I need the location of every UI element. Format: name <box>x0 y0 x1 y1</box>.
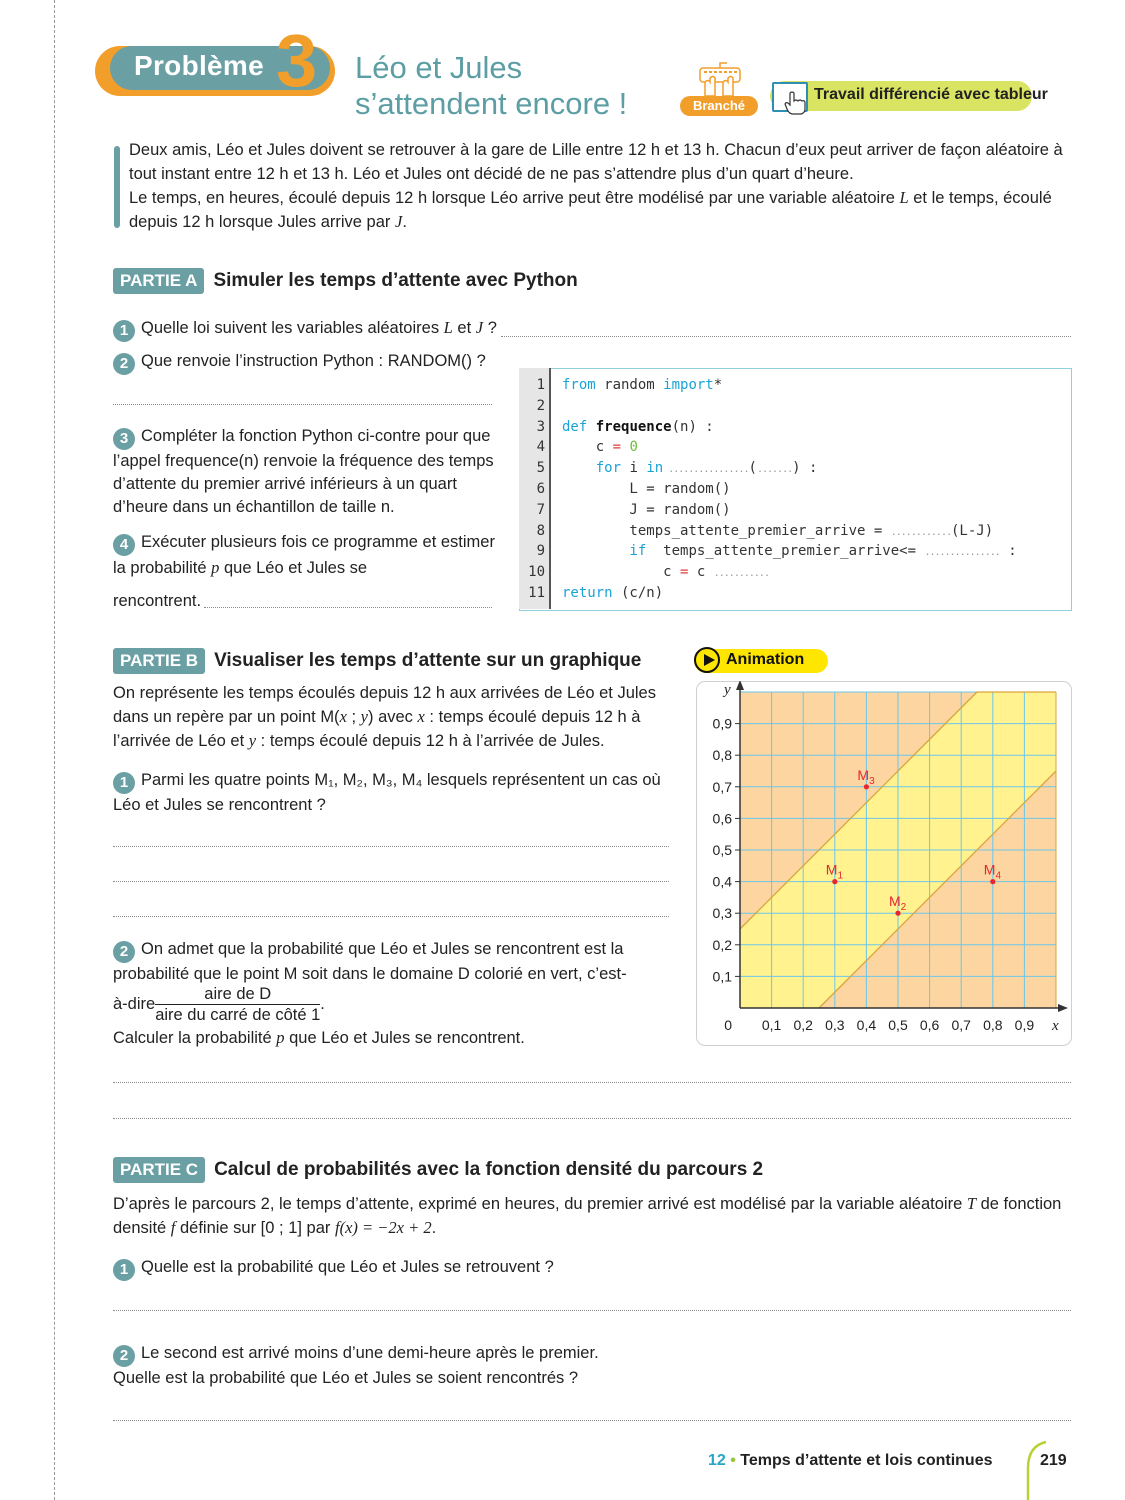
partie-b-intro <box>113 682 673 753</box>
code-keyword: for <box>562 460 622 477</box>
point-label-subscript: 4 <box>995 870 1002 882</box>
code-line <box>519 583 664 604</box>
variable-L: L <box>899 188 909 207</box>
variable-y: y <box>248 731 257 750</box>
x-axis-arrow <box>1058 1004 1068 1012</box>
origin-label: 0 <box>724 1017 732 1033</box>
y-tick-label: 0,4 <box>712 873 732 890</box>
partie-a-question-4-end <box>113 590 492 613</box>
question-number-badge: 2 <box>113 353 135 375</box>
intro-text-span: de fonction densité <box>113 1195 1062 1237</box>
area-fraction <box>155 984 320 1025</box>
code-text: temps_attente_premier_arrive<= <box>646 543 925 560</box>
question-number-badge: 2 <box>113 1345 135 1367</box>
intro-text-span: et le temps, écoulé depuis 12 h lorsque Jules arrive par <box>129 189 1052 231</box>
question-number-badge: 4 <box>113 534 135 556</box>
x-tick-label: 0,2 <box>793 1017 813 1033</box>
intro-accent-bar <box>114 146 120 228</box>
point-label-subscript: 1 <box>837 870 844 882</box>
x-tick-label: 0,9 <box>1014 1017 1035 1033</box>
line-number: 3 <box>536 418 545 435</box>
page-corner-curve <box>1024 1440 1064 1500</box>
answer-line[interactable] <box>113 846 669 847</box>
intro-text-span: ; <box>346 708 361 726</box>
y-tick-label: 0,2 <box>712 936 732 953</box>
code-text: ( <box>748 460 757 477</box>
play-icon <box>702 653 716 667</box>
tableur-label: Travail différencié avec tableur <box>814 86 1048 103</box>
answer-line[interactable] <box>204 607 492 608</box>
line-number: 4 <box>536 439 545 456</box>
question-text: On admet que la probabilité que Léo et Jules se rencontrent est la probabilité que le point M soit dans le domaine D colorié en vert, c’est- <box>113 940 627 983</box>
x-axis-label: x <box>1052 1018 1059 1034</box>
partie-a-title: Simuler les temps d’attente avec Python <box>213 270 578 291</box>
intro-text-span: . <box>431 1219 437 1237</box>
line-number: 1 <box>536 377 545 393</box>
question-text: à-dire <box>113 995 156 1013</box>
point-label-subscript: 2 <box>900 902 907 914</box>
partie-b-question-2-fraction <box>113 984 325 1025</box>
page-title <box>355 50 627 122</box>
code-text: L = random() <box>562 480 731 497</box>
density-formula: f(x) = −2x + 2 <box>334 1218 432 1237</box>
code-line <box>519 417 714 438</box>
intro-paragraph-2 <box>129 186 1069 234</box>
answer-line[interactable] <box>501 336 1071 337</box>
probleme-number: 3 <box>276 19 318 102</box>
y-tick-label: 0,7 <box>712 778 732 795</box>
code-keyword: if <box>562 543 647 560</box>
code-text: ) : <box>792 460 818 477</box>
variable-J: J <box>475 318 484 337</box>
code-text: temps_attente_premier_arrive = <box>562 522 891 539</box>
answer-line[interactable] <box>113 1420 1071 1421</box>
partie-b-question-2-end <box>113 1026 525 1050</box>
answer-line[interactable] <box>113 1310 1071 1311</box>
code-blank[interactable]: ........... <box>713 568 769 580</box>
y-tick-label: 0,3 <box>712 905 732 922</box>
code-blank[interactable]: ............... <box>924 547 1000 559</box>
variable-J: J <box>394 212 403 231</box>
variable-x: x <box>339 707 347 726</box>
page-margin-line <box>54 0 55 1500</box>
y-tick-label: 0,9 <box>712 715 732 732</box>
y-axis-arrow <box>736 681 744 690</box>
question-text: Quelle est la probabilité que Léo et Jules se soient rencontrés ? <box>113 1369 579 1387</box>
code-text: i <box>621 460 647 477</box>
x-tick-label: 0,4 <box>856 1017 877 1033</box>
variable-f: f <box>170 1218 176 1237</box>
point-label-M3: $M_3$ <box>857 766 875 787</box>
footer-chapter <box>708 1452 992 1470</box>
partie-a-header <box>113 268 578 294</box>
code-keyword: return <box>562 584 613 601</box>
x-tick-label: 0,6 <box>919 1017 940 1033</box>
code-line <box>519 458 818 479</box>
partie-b-question-2 <box>113 938 675 986</box>
code-blank[interactable]: ................ <box>663 464 749 476</box>
variable-y: y <box>360 707 368 726</box>
line-number: 6 <box>536 480 545 497</box>
code-line <box>519 562 769 583</box>
code-line <box>519 375 723 396</box>
variable-L: L <box>443 318 453 337</box>
answer-line[interactable] <box>113 916 669 917</box>
probleme-label: Problème <box>134 50 264 81</box>
partie-a-question-4 <box>113 531 495 580</box>
partie-c-header <box>113 1157 763 1183</box>
answer-line[interactable] <box>113 1082 1071 1083</box>
question-number-badge: 1 <box>113 320 135 342</box>
answer-line[interactable] <box>113 404 492 405</box>
x-tick-label: 0,3 <box>825 1017 845 1033</box>
intro-text-span: : temps écoulé depuis 12 h à l’arrivée de Jules. <box>256 732 605 750</box>
code-line <box>519 541 1017 562</box>
question-text: Quelle loi suivent les variables aléatoires <box>141 319 444 337</box>
y-tick-label: 0,6 <box>712 810 732 827</box>
fraction-numerator: aire de D <box>155 984 320 1005</box>
question-text: que Léo et Jules se <box>219 559 368 577</box>
intro-text-span: . <box>402 213 407 231</box>
animation-label: Animation <box>726 651 805 668</box>
code-operator: = <box>612 439 622 456</box>
partie-c-question-2 <box>113 1342 1073 1390</box>
variable-p: p <box>276 1028 285 1047</box>
question-number-badge: 1 <box>113 1259 135 1281</box>
partie-c-tag: PARTIE C <box>113 1157 205 1183</box>
point-label-M4: $M_4$ <box>983 861 1002 882</box>
code-text: : <box>999 543 1017 560</box>
code-blank[interactable]: ............ <box>890 526 951 538</box>
branche-badge: Branché <box>680 96 758 116</box>
variable-x: x <box>417 707 425 726</box>
footer-separator: • <box>725 1452 741 1469</box>
line-number: 8 <box>536 522 545 539</box>
x-tick-label: 0,5 <box>888 1017 908 1033</box>
code-text: (c/n) <box>612 584 664 601</box>
code-blank[interactable]: ....... <box>756 464 793 476</box>
code-keyword: def <box>562 418 588 435</box>
intro-paragraph-1: Deux amis, Léo et Jules doivent se retrouver à la gare de Lille entre 12 h et 13 h. Chacun d’eux peut arriver de façon aléatoire à tout instant entre 12 h et 13 h. Léo et Jules ont décidé de ne pas s’attendre plus d’un quart d’heure. <box>129 141 1063 183</box>
code-text: * <box>713 377 723 393</box>
intro-text-span: : temps écoulé depuis 12 h à l’arrivée de Léo et <box>113 708 641 750</box>
intro-text-span: ) avec <box>367 708 418 726</box>
line-number: 10 <box>528 564 545 581</box>
code-text: c <box>562 564 681 581</box>
code-text: (L-J) <box>950 522 994 539</box>
code-keyword: import <box>663 377 714 393</box>
line-number: 9 <box>536 543 545 560</box>
code-operator: = <box>680 564 689 581</box>
question-text: Que renvoie l’instruction Python : RANDOM() ? <box>141 352 486 370</box>
page-number: 219 <box>1040 1452 1067 1469</box>
line-number: 2 <box>536 397 545 414</box>
answer-line[interactable] <box>113 881 669 882</box>
question-text: Quelle est la probabilité que Léo et Jules se retrouvent ? <box>141 1258 554 1276</box>
code-text: c <box>688 564 714 581</box>
y-tick-label: 0,1 <box>712 968 732 985</box>
partie-a-tag: PARTIE A <box>113 268 204 294</box>
question-text: . <box>320 995 325 1013</box>
code-text: c <box>562 439 613 456</box>
question-number-badge: 3 <box>113 428 135 450</box>
line-number: 11 <box>528 584 545 601</box>
title-line-2: s’attendent encore ! <box>355 86 628 121</box>
code-line <box>519 437 638 458</box>
point-label-M2: $M_2$ <box>889 893 907 914</box>
intro-text <box>129 138 1069 234</box>
question-text: Parmi les quatre points M₁, M₂, M₃, M₄ lesquels représentent un cas où Léo et Jules se rencontrent ? <box>113 771 661 814</box>
code-number: 0 <box>621 439 638 456</box>
partie-b-question-1 <box>113 769 675 817</box>
partie-b-tag: PARTIE B <box>113 648 205 674</box>
question-text: ? <box>483 319 497 337</box>
question-text: Le second est arrivé moins d’une demi-heure après le premier. <box>141 1344 599 1362</box>
x-tick-label: 0,1 <box>761 1017 782 1033</box>
variable-T: T <box>966 1194 977 1213</box>
code-line <box>519 396 545 417</box>
code-text: J = random() <box>562 501 731 518</box>
intro-text-span: définie sur [0 ; 1] par <box>175 1219 335 1237</box>
variable-p: p <box>211 558 220 577</box>
x-tick-label: 0,7 <box>951 1017 971 1033</box>
keyboard-hands-icon <box>697 60 743 98</box>
chapter-title: Temps d’attente et lois continues <box>740 1452 993 1469</box>
partie-c-question-1 <box>113 1256 554 1281</box>
question-text: Exécuter plusieurs fois ce programme et estimer la probabilité <box>113 533 495 577</box>
question-text: rencontrent. <box>113 592 202 610</box>
question-number-badge: 2 <box>113 941 135 963</box>
partie-a-question-2 <box>113 350 486 375</box>
partie-b-header <box>113 648 641 674</box>
question-text: Calculer la probabilité <box>113 1029 277 1047</box>
partie-c-title: Calcul de probabilités avec la fonction densité du parcours 2 <box>214 1159 764 1180</box>
answer-line[interactable] <box>113 1118 1071 1119</box>
y-axis-label: y <box>724 682 731 698</box>
partie-a-question-1 <box>113 316 1071 342</box>
question-text: que Léo et Jules se rencontrent. <box>284 1029 525 1047</box>
question-text: Compléter la fonction Python ci-contre pour que l’appel frequence(n) renvoie la fréquence des temps d’attente du premier arrivé inférieurs à un quart d’heure dans un échantillon de taille n. <box>113 427 494 516</box>
partie-a-question-3 <box>113 425 495 519</box>
code-keyword: in <box>646 460 664 477</box>
pointing-hand-icon <box>784 91 806 115</box>
code-text: random <box>595 377 664 393</box>
intro-text-span: On représente les temps écoulés depuis 12 h aux arrivées de Léo et Jules dans un repère par un point M( <box>113 684 656 726</box>
chapter-number: 12 <box>708 1452 726 1469</box>
intro-text-span: D’après le parcours 2, le temps d’attente, exprimé en heures, du premier arrivé est modélisé par la variable aléatoire <box>113 1195 967 1213</box>
code-keyword: from <box>562 377 596 393</box>
code-text: (n) : <box>671 418 714 435</box>
code-line <box>519 521 994 542</box>
question-text: et <box>452 319 476 337</box>
code-function-name: frequence <box>595 418 672 435</box>
line-number: 5 <box>536 460 545 477</box>
waiting-time-chart <box>696 681 1070 1044</box>
question-number-badge: 1 <box>113 772 135 794</box>
x-tick-label: 0,8 <box>983 1017 1003 1033</box>
code-line <box>519 500 731 521</box>
title-line-1: Léo et Jules <box>355 50 523 85</box>
fraction-denominator: aire du carré de côté 1 <box>155 1006 321 1024</box>
code-line <box>519 479 731 500</box>
python-code <box>519 375 1017 604</box>
point-label-subscript: 3 <box>869 775 875 787</box>
point-label-M1: $M_1$ <box>825 861 844 882</box>
y-tick-label: 0,8 <box>712 747 732 764</box>
y-tick-label: 0,5 <box>712 842 732 858</box>
line-number: 7 <box>536 501 545 518</box>
partie-b-title: Visualiser les temps d’attente sur un graphique <box>214 650 642 671</box>
intro-text-span: Le temps, en heures, écoulé depuis 12 h lorsque Léo arrive peut être modélisé par une variable aléatoire <box>129 189 900 207</box>
partie-c-intro <box>113 1192 1073 1240</box>
